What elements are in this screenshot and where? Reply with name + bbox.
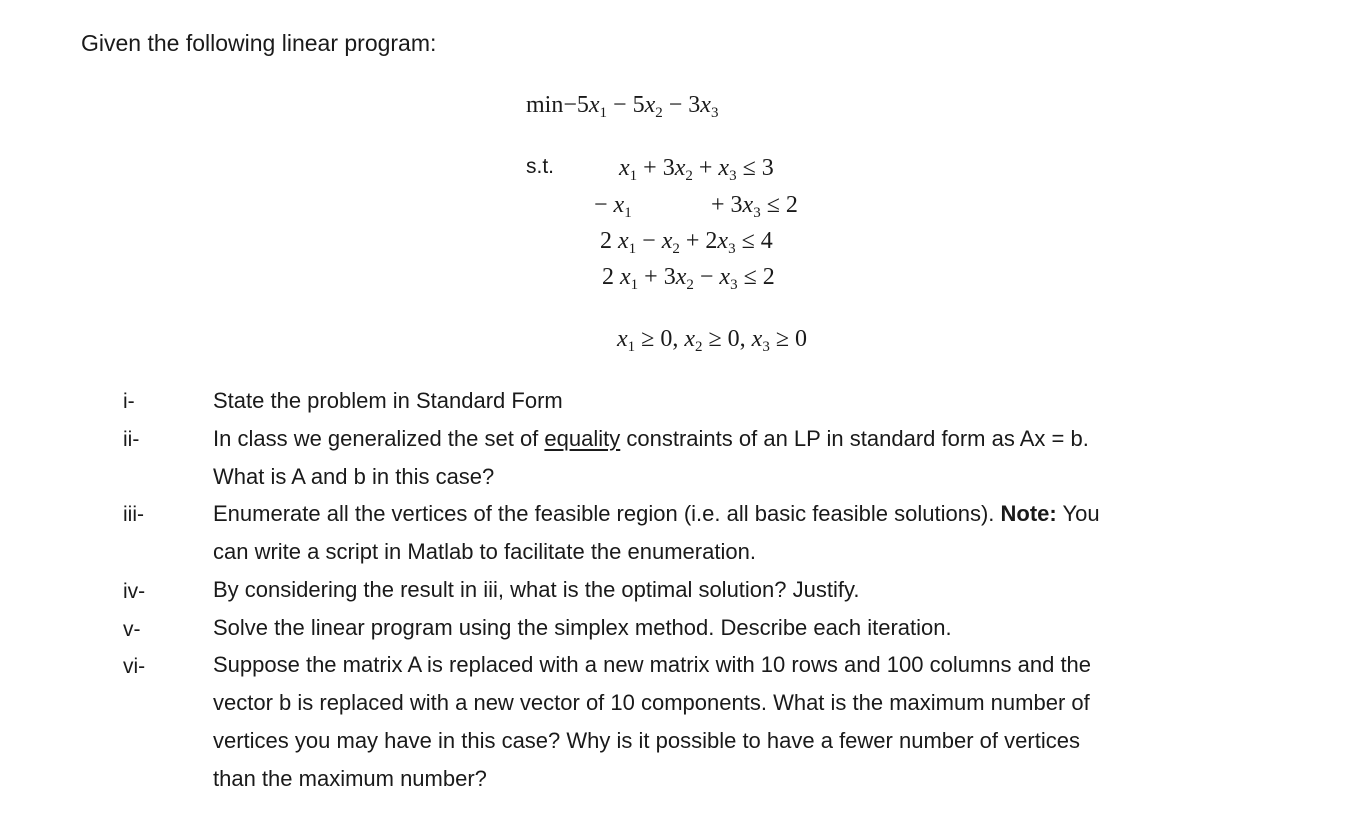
item-text-iv-content: By considering the result in iii, what is the optimal solution? Justify.	[213, 577, 860, 602]
item-label-vi: vi-	[123, 655, 146, 678]
subject-to-label: s.t.	[526, 155, 555, 178]
item-text-vi	[213, 646, 1223, 798]
item-text-v-content: Solve the linear program using the simplex method. Describe each iteration.	[213, 615, 952, 640]
nonnegativity-constraint: $x_1 \ge 0$, $x_2 \ge 0$, $x_3 \ge 0$	[617, 326, 807, 355]
constraint-1: $x_1 + 3x_2 + x_3 \le 3$	[619, 155, 774, 184]
item-text-v	[213, 609, 1223, 647]
item-text-iii-pre: Enumerate all the vertices of the feasible region (i.e. all basic feasible solutions).	[213, 501, 1001, 526]
item-text-vi-line4: than the maximum number?	[213, 766, 487, 791]
objective-function: $\min-5x_1 - 5x_2 - 3x_3$	[526, 92, 719, 121]
item-text-ii	[213, 420, 1223, 496]
item-text-ii-line2: What is A and b in this case?	[213, 464, 495, 489]
item-label-i: i-	[123, 390, 135, 413]
item-label-v: v-	[123, 618, 141, 641]
item-text-ii-post: constraints of an LP in standard form as Ax = b.	[620, 426, 1089, 451]
constraint-3: 2 $x_1 - x_2 + 2x_3 \le 4$	[600, 228, 773, 257]
constraint-2-rhs: + $3x_3 \le 2$	[711, 192, 798, 221]
item-text-iii-post: You	[1056, 501, 1100, 526]
item-text-iii	[213, 495, 1223, 571]
item-text-i-content: State the problem in Standard Form	[213, 388, 563, 413]
constraint-4: 2 $x_1 + 3x_2 - x_3 \le 2$	[602, 264, 775, 293]
item-text-vi-line2: vector b is replaced with a new vector of 10 components. What is the maximum number of	[213, 690, 1090, 715]
constraint-2: − $x_1$	[594, 192, 632, 221]
item-label-iv: iv-	[123, 580, 146, 603]
item-text-iii-line2: can write a script in Matlab to facilitate the enumeration.	[213, 539, 756, 564]
item-text-ii-underline: equality	[544, 426, 621, 451]
item-text-vi-line3: vertices you may have in this case? Why is it possible to have a fewer number of vertices	[213, 728, 1080, 753]
item-text-iii-note: Note:	[1000, 501, 1057, 526]
item-text-vi-line1: Suppose the matrix A is replaced with a new matrix with 10 rows and 100 columns and the	[213, 652, 1092, 677]
intro-text: Given the following linear program:	[81, 30, 437, 56]
item-label-iii: iii-	[123, 503, 144, 526]
item-label-ii: ii-	[123, 428, 140, 451]
item-text-ii-pre: In class we generalized the set of	[213, 426, 545, 451]
item-text-i	[213, 382, 1223, 420]
item-text-iv	[213, 571, 1223, 609]
